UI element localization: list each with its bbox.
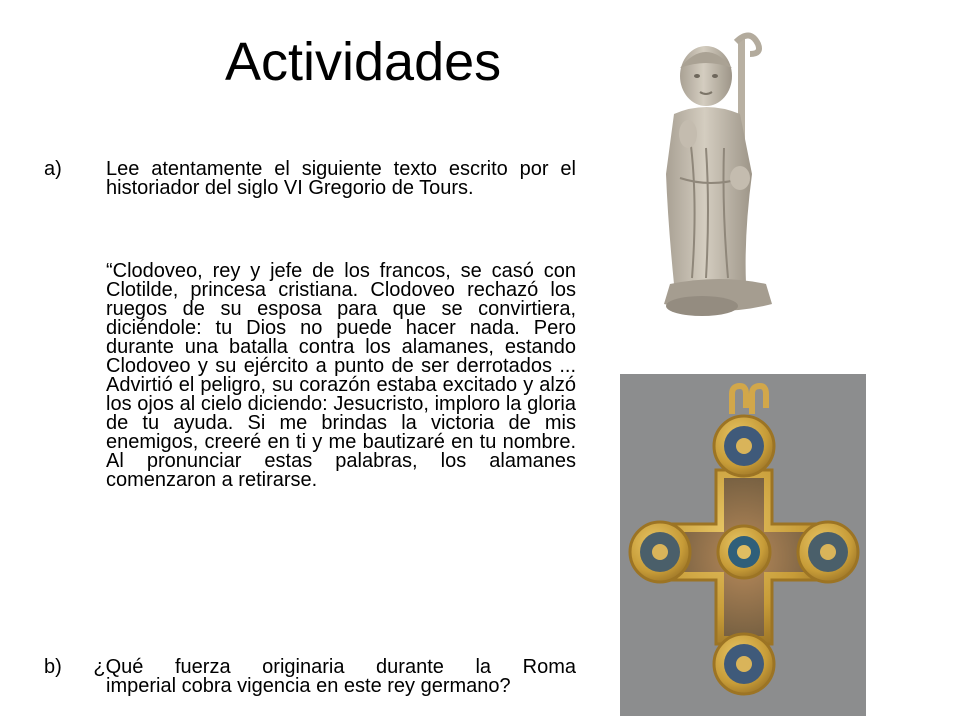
item-a-text: Lee atentamente el siguiente texto escrito por el historiador del siglo VI Gregorio de Tours. bbox=[106, 158, 576, 199]
cross-image-frame bbox=[620, 374, 866, 716]
historical-quote bbox=[44, 262, 576, 490]
item-b-rest: imperial cobra vigencia en este rey germano? bbox=[106, 675, 511, 697]
slide-title: Actividades bbox=[225, 32, 502, 92]
item-b-first-line: b) ¿Qué fuerza originaria durante la Roma bbox=[44, 656, 576, 678]
activity-item-a bbox=[44, 160, 576, 198]
activity-item-b bbox=[44, 658, 576, 696]
gold-cross-pendant-image bbox=[620, 374, 866, 716]
item-a-marker: a) bbox=[44, 158, 62, 180]
romanesque-statue-image bbox=[640, 28, 804, 320]
quote-text: “Clodoveo, rey y jefe de los francos, se casó con Clotilde, princesa cristiana. Clodoveo rechazó los ruegos de su esposa para que se convirtiera, diciéndole: tu Dios no puede hacer nada. Pero durante una batalla contra los alamanes, estando Clodoveo y su ejército a punto de ser derrotados ... Advirtió el peligro, su corazón estaba excitado y alzó los ojos al cielo diciendo: Jesucristo, imploro la gloria de tu ayuda. Si me brindas la victoria de mis enemigos, creeré en ti y me bautizaré en tu nombre. Al pronunciar estas palabras, los alamanes comenzaron a retirarse. bbox=[106, 260, 576, 491]
item-b-question bbox=[44, 658, 576, 696]
